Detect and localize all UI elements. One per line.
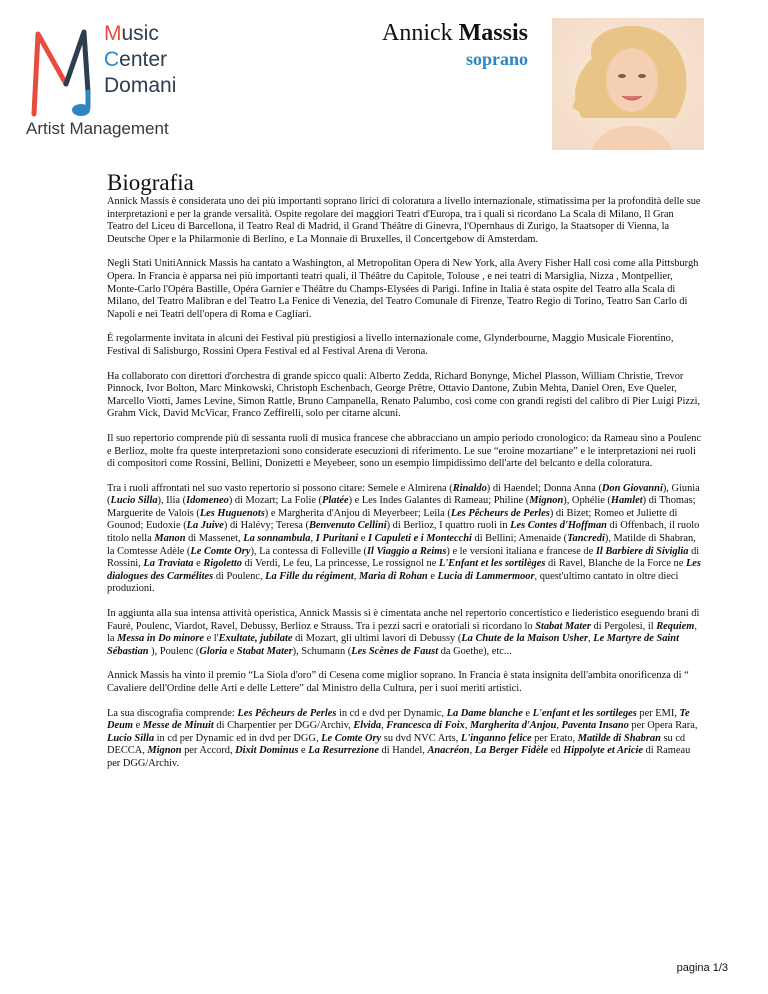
bio-paragraph: Negli Stati UnitiAnnick Massis ha cantato a Washington, al Metropolitan Opera di New York, alla Avery Fisher Hall così come alla Pittsburgh Opera. In Francia è apparsa nei più importanti teatri quali, il Théâtre du Capitole, Tolouse , e nei teatri di Marsiglia, Nizza , Montpellier, Monte-Carlo l'Opéra Bastille, Opéra Garnier e Théâtre du Champs-Elysées di Parigi. Infine in Italia è stata ospite del Teatro alla Scala di Milano, del Teatro Malibran e del Teatro La Fenice di Venezia, del Teatro Comunale di Firenze, Teatro Regio di Torino, Teatro San Carlo di Napoli e nei Teatri dell'opera di Roma e Cagliari. (107, 258, 699, 320)
bio-paragraph: In aggiunta alla sua intensa attività operistica, Annick Massis si è cimentata anche nel repertorio concertistico e liederistico eseguendo brani di Fauré, Poulenc, Viardot, Ravel, Debussy, Berlioz e Strauss. Tra i pezzi sacri e oratoriali si ricordano lo Stabat Mater di Pergolesi, il Requiem, la Messa in Do minore e l'Exultate, jubilate di Mozart, gli ultimi lavori di Debussy (La Chute de la Maison Usher, Le Martyre de Saint Sébastian ), Poulenc (Gloria e Stabat Mater), Schumann (Les Scènes de Faust da Goethe), etc... (107, 608, 700, 657)
logo-line-3: Domani (104, 74, 177, 97)
work-title: Le Martyre de Saint Sébastian (107, 633, 679, 657)
work-title: Platée (322, 495, 349, 507)
work-title: I Puritani (315, 533, 359, 545)
work-title: Messa in Do minore (117, 633, 204, 645)
work-title: Les Pêcheurs de Perles (237, 707, 337, 719)
bio-paragraph: È regolarmente invitata in alcuni dei Festival più prestigiosi a livello internazionale come, Glynderbourne, Maggio Musicale Fiorentino, Festival di Salisburgo, Rossini Opera Festival ed al Festival Arena di Verona. (107, 333, 674, 357)
work-title: L'inganno felice (460, 732, 532, 744)
work-title: Mignon (529, 495, 564, 507)
work-title: Paventa Insano (561, 720, 629, 732)
work-title: Hippolyte et Aricie (563, 745, 643, 757)
work-title: Exultate, jubilate (218, 633, 293, 645)
work-title: Les Contes d'Hoffman (510, 520, 607, 532)
work-title: Hamlet (610, 495, 643, 507)
logo-line-1: Music (104, 22, 159, 45)
work-title: Le Comte Ory (190, 545, 251, 557)
bio-paragraph: Il suo repertorio comprende più di sessanta ruoli di musica francese che abbracciano un ampio periodo cronologico: da Rameau sino a Poulenc e Berlioz, molte fra queste interpretazioni sono considerate esecuzioni di riferimento. Le sue “eroine mozartiane” e le interpretazioni nei ruoli di compositori come Rossini, Bellini, Donizetti e Meyebeer, sono un esempio limpidissimo dell'arte del belcanto e della coloratura. (107, 432, 702, 470)
portrait-photo (552, 18, 704, 150)
page-number: pagina 1/3 (676, 962, 728, 974)
bio-paragraph: La sua discografia comprende: Les Pêcheurs de Perles in cd e dvd per Dynamic, La Dame blanche e L'enfant et les sortileges per EMI, Te Deum e Messe de Minuit di Charpentier per DGG/Archiv, Elvida, Francesca di Foix, Margherita d'Anjou, Paventa Insano per Opera Rara, Lucio Silla in cd per Dynamic ed in dvd per DGG, Le Comte Ory su dvd NVC Arts, L'inganno felice per Erato, Matilde di Shabran su cd DECCA, Mignon per Accord, Dixit Dominus e La Resurrezione di Handel, Anacréon, La Berger Fidèle ed Hippolyte et Aricie di Rameau per DGG/Archiv. (107, 707, 698, 769)
work-title: L'enfant et les sortileges (532, 707, 637, 719)
work-title: Elvida (353, 720, 382, 732)
work-title: Stabat Mater (535, 620, 591, 632)
work-title: Manon (154, 533, 186, 545)
work-title: Stabat Mater (236, 645, 293, 657)
work-title: La Juive (186, 520, 224, 532)
work-title: Rigoletto (203, 558, 243, 570)
artist-first-name: Annick (382, 20, 453, 46)
work-title: Tancredi (567, 533, 605, 545)
artist-name (382, 20, 528, 47)
logo-line-2: Center (104, 48, 168, 71)
work-title: Requiem (656, 620, 695, 632)
logo-m-mark (26, 22, 106, 122)
work-title: L'Enfant et les sortilèges (438, 558, 546, 570)
work-title: Dixit Dominus (235, 745, 299, 757)
logo-subtitle: Artist Management (26, 119, 169, 138)
work-title: Te Deum (107, 707, 690, 732)
work-title: Matilde di Shabran (577, 732, 661, 744)
work-title: Gloria (199, 645, 228, 657)
work-title: Francesca di Foix (386, 720, 465, 732)
work-title: Lucia di Lammermoor (437, 570, 535, 582)
logo (22, 18, 212, 143)
work-title: La Fille du régiment (265, 570, 354, 582)
work-title: Don Giovanni (601, 482, 663, 494)
work-title: Margherita d'Anjou (470, 720, 557, 732)
bio-paragraph: Annick Massis ha vinto il premio “La Siola d'oro” di Cesena come miglior soprano. In Francia è stata insignita dell'ambita onorificenza di “ Cavaliere dell'Ordine delle Arti e delle Lettere” dal Ministro della Cultura, per i suoi meriti artistici. (107, 670, 689, 694)
work-title: Rinaldo (452, 482, 487, 494)
work-title: Les Huguenots (199, 507, 265, 519)
bio-paragraph: Annick Massis è considerata uno dei più importanti soprano lirici di coloratura a livello internazionale, stimatissima per la profondità delle sue interpretazioni e per la grande versalità. Ospite regolare dei maggiori Teatri d'Europa, tra i quali si ricordano La Scala di Milano, Il Gran Teatro del Liceu di Barcellona, il Teatro Real di Madrid, il Grand Théâtre di Ginevra, l'Opernhaus di Zurigo, la Staatsoper di Vienna, la Deutsche Oper e la Philarmonie di Berlino, e La Monnaie di Bruxelles, il Concertgebow di Amsterdam. (107, 196, 701, 245)
work-title: Il Barbiere di Siviglia (595, 545, 689, 557)
work-title: Lucio Silla (110, 495, 158, 507)
bio-paragraph: Ha collaborato con direttori d'orchestra di grande spicco quali: Alberto Zedda, Richard Bonynge, Michel Plasson, William Christie, Trevor Pinnock, Ivor Bolton, Marc Minkowski, Christoph Eschenbach, George Prêtre, Ottavio Dantone, Zubin Mehta, Daniel Oren, Eve Queler, Marcello Viotti, James Levine, Simon Rattle, Bruno Campanella, Renato Palumbo, così come con grandi registi del calibro di Pier Luigi Pizzi, Grahm Vick, David McVicar, Franco Zeffirelli, solo per citarne alcuni. (107, 370, 701, 420)
bio-paragraph: Tra i ruoli affrontati nel suo vasto repertorio si possono citare: Semele e Almirena (Rinaldo) di Haendel; Donna Anna (Don Giovanni), Giunia (Lucio Silla), Ilia (Idomeneo) di Mozart; La Folie (Platée) e Les Indes Galantes di Rameau; Philine (Mignon), Ophélie (Hamlet) di Thomas; Marguerite de Valois (Les Huguenots) e Margherita d'Anjou di Meyerbeer; Leila (Les Pêcheurs de Perles) di Bizet; Romeo et Juliette di Gounod; Eudoxie (La Juive) di Halévy; Teresa (Benvenuto Cellini) di Berlioz, I quattro ruoli in Les Contes d'Hoffman di Offenbach, il ruolo titolo nella Manon di Massenet, La sonnambula, I Puritani e I Capuleti e i Montecchi di Bellini; Amenaide (Tancredi), Matilde di Shabran, la Comtesse Adèle (Le Comte Ory), La contessa di Folleville (Il Viaggio a Reims) e le versioni italiana e francese de Il Barbiere di Siviglia di Rossini, La Traviata e Rigoletto di Verdi, Le feu, La princesse, Le rossignol ne L'Enfant et les sortilèges di Ravel, Blanche de la Force ne Les dialogues des Carmélites di Poulenc, La Fille du régiment, Maria di Rohan e Lucia di Lammermoor, quest'ultimo cantato in oltre dieci produzioni. (107, 482, 701, 595)
section-title: Biografia (107, 170, 194, 195)
work-title: I Capuleti e i Montecchi (367, 533, 472, 545)
work-title: La Chute de la Maison Usher (461, 633, 589, 645)
work-title: Il Viaggio a Reims (367, 545, 447, 557)
work-title: La Resurrezione (308, 745, 379, 757)
work-title: Les Scènes de Faust (351, 645, 439, 657)
work-title: Le Comte Ory (321, 732, 382, 744)
artist-last-name: Massis (458, 20, 528, 46)
work-title: La Traviata (143, 558, 194, 570)
work-title: La sonnambula (243, 533, 311, 545)
work-title: Mignon (147, 745, 182, 757)
work-title: La Berger Fidèle (474, 745, 549, 757)
work-title: Benvenuto Cellini (308, 520, 387, 532)
work-title: Lucio Silla (107, 732, 155, 744)
work-title: Les dialogues des Carmélites (107, 558, 701, 582)
artist-role: soprano (465, 49, 528, 69)
work-title: Anacréon (427, 745, 470, 757)
work-title: Idomeneo (186, 495, 229, 507)
work-title: Maria di Rohan (359, 570, 428, 582)
biography-body (107, 196, 702, 783)
work-title: Les Pêcheurs de Perles (450, 507, 550, 519)
work-title: Messe de Minuit (142, 720, 214, 732)
work-title: La Dame blanche (446, 707, 523, 719)
